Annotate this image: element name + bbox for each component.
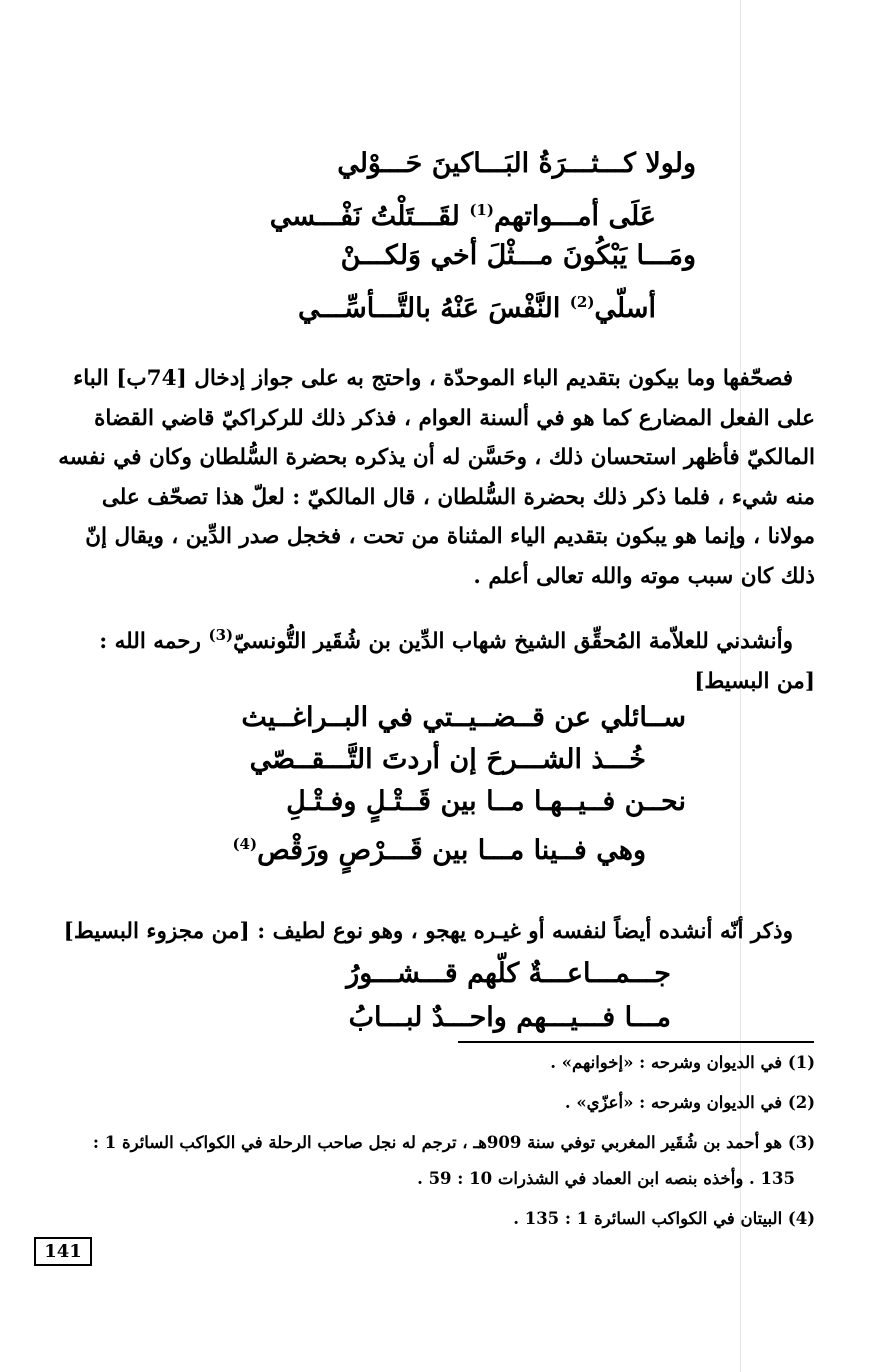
footnote-3: (3) هو أحمد بن شُقَير المغربي توفي سنة 909هـ ، ترجم له نجل صاحب الرحلة في الكواكب السائرة 1 : xyxy=(92,1133,815,1152)
poem-1-line-2-b: لقَـــتَلْتُ نَفْـــسي xyxy=(269,201,460,232)
poem-2-line-1: ســائلي عن قــضــيــتي في البــراغــيث xyxy=(241,702,686,733)
para-1-line-6: ذلك كان سبب موته والله تعالى أعلم . xyxy=(473,563,815,589)
meter-label-2: [من مجزوء البسيط] xyxy=(63,919,250,944)
para-1-line-2: على الفعل المضارع كما هو في ألسنة العوام ، فذكر ذلك للركراكيّ قاضي القضاة xyxy=(94,405,815,431)
poem-2-line-4 xyxy=(186,823,686,865)
footnote-separator xyxy=(458,1041,814,1043)
meter-label-1: [من البسيط] xyxy=(694,668,815,694)
para-3-text: وذكر أنّه أنشده أيضاً لنفسه أو غيـره يهجو ، وهو نوع لطيف : xyxy=(257,919,793,944)
para-2-text-b: رحمه الله : xyxy=(99,629,201,655)
poem-3-line-2: مـــا فـــيـــهم واحـــدٌ لبـــابُ xyxy=(348,1002,671,1033)
footnote-2: (2) في الديوان وشرحه : «أعزّي» . xyxy=(564,1093,815,1112)
footnote-4: (4) البيتان في الكواكب السائرة 1 : 135 . xyxy=(513,1209,815,1228)
poem-1-line-4-a: أسلّي xyxy=(594,293,656,324)
poem-1-line-4 xyxy=(176,279,696,325)
poem-1-line-1: ولولا كـــثـــرَةُ البَـــاكينَ حَـــوْلي xyxy=(337,148,696,179)
footnote-ref-3: (3) xyxy=(208,626,234,644)
footnote-ref-2: (2) xyxy=(569,293,595,311)
paragraph-1 xyxy=(58,359,815,596)
poem-1 xyxy=(176,141,696,325)
footnote-ref-1: (1) xyxy=(469,201,494,219)
footnote-1: (1) في الديوان وشرحه : «إخوانهم» . xyxy=(550,1053,815,1072)
paragraph-2 xyxy=(100,616,815,701)
poem-1-line-2 xyxy=(176,187,696,233)
poem-2 xyxy=(186,697,686,865)
para-1-line-3: المالكيّ فأظهر استحسان ذلك ، وحَسَّن له أن يذكره بحضرة السُّلطان وكان في نفسه xyxy=(58,445,815,470)
poem-1-line-2-a: عَلَى أمـــواتهم xyxy=(493,201,656,232)
para-3-line-1 xyxy=(63,912,815,952)
poem-2-line-4-text: وهي فــينا مـــا بين قَـــرْصٍ ورَقْص xyxy=(257,835,646,866)
para-1-line-1: فصحّفها وما بيكون بتقديم الباء الموحدّة ، واحتج به على جواز إدخال [74ب] الباء xyxy=(73,366,793,391)
para-1-line-4: منه شيء ، فلما ذكر ذلك بحضرة السُّلطان ، قال المالكيّ : لعلّ هذا تصحّف على xyxy=(101,484,815,510)
footnotes xyxy=(92,1052,815,1248)
page-number: 141 xyxy=(34,1237,92,1266)
footnote-ref-4: (4) xyxy=(232,835,258,853)
para-2-line-1 xyxy=(100,616,815,662)
para-2-text-a: وأنشدني للعلاّمة المُحقِّق الشيخ شهاب الدِّين بن شُقَير التُّونسيّ xyxy=(233,629,793,655)
poem-3 xyxy=(181,952,701,1040)
poem-2-line-3: نحــن فــيــهـا مــا بين قَــتْـلٍ وفـتْـلِ xyxy=(286,786,686,817)
para-1-line-5: مولانا ، وإنما هو يبكون بتقديم الياء المثناة من تحت ، فخجل صدر الدِّين ، ويقال إنّ xyxy=(85,524,815,549)
footnote-3-continued: 135 . وأخذه بنصه ابن العماد في الشذرات 10 : 59 . xyxy=(417,1169,795,1188)
paragraph-3 xyxy=(63,912,815,952)
poem-3-line-1: جـــمـــاعـــةٌ كلّهم قـــشـــورُ xyxy=(346,958,671,989)
poem-1-line-4-b: النَّفْسَ عَنْهُ بالتَّـــأسِّـــي xyxy=(297,293,561,324)
poem-1-line-3: ومَـــا يَبْكُونَ مـــثْلَ أخي وَلكـــنْ xyxy=(340,240,696,271)
poem-2-line-2: خُـــذ الشـــرحَ إن أردتَ التَّـــقــصّي xyxy=(249,744,646,775)
